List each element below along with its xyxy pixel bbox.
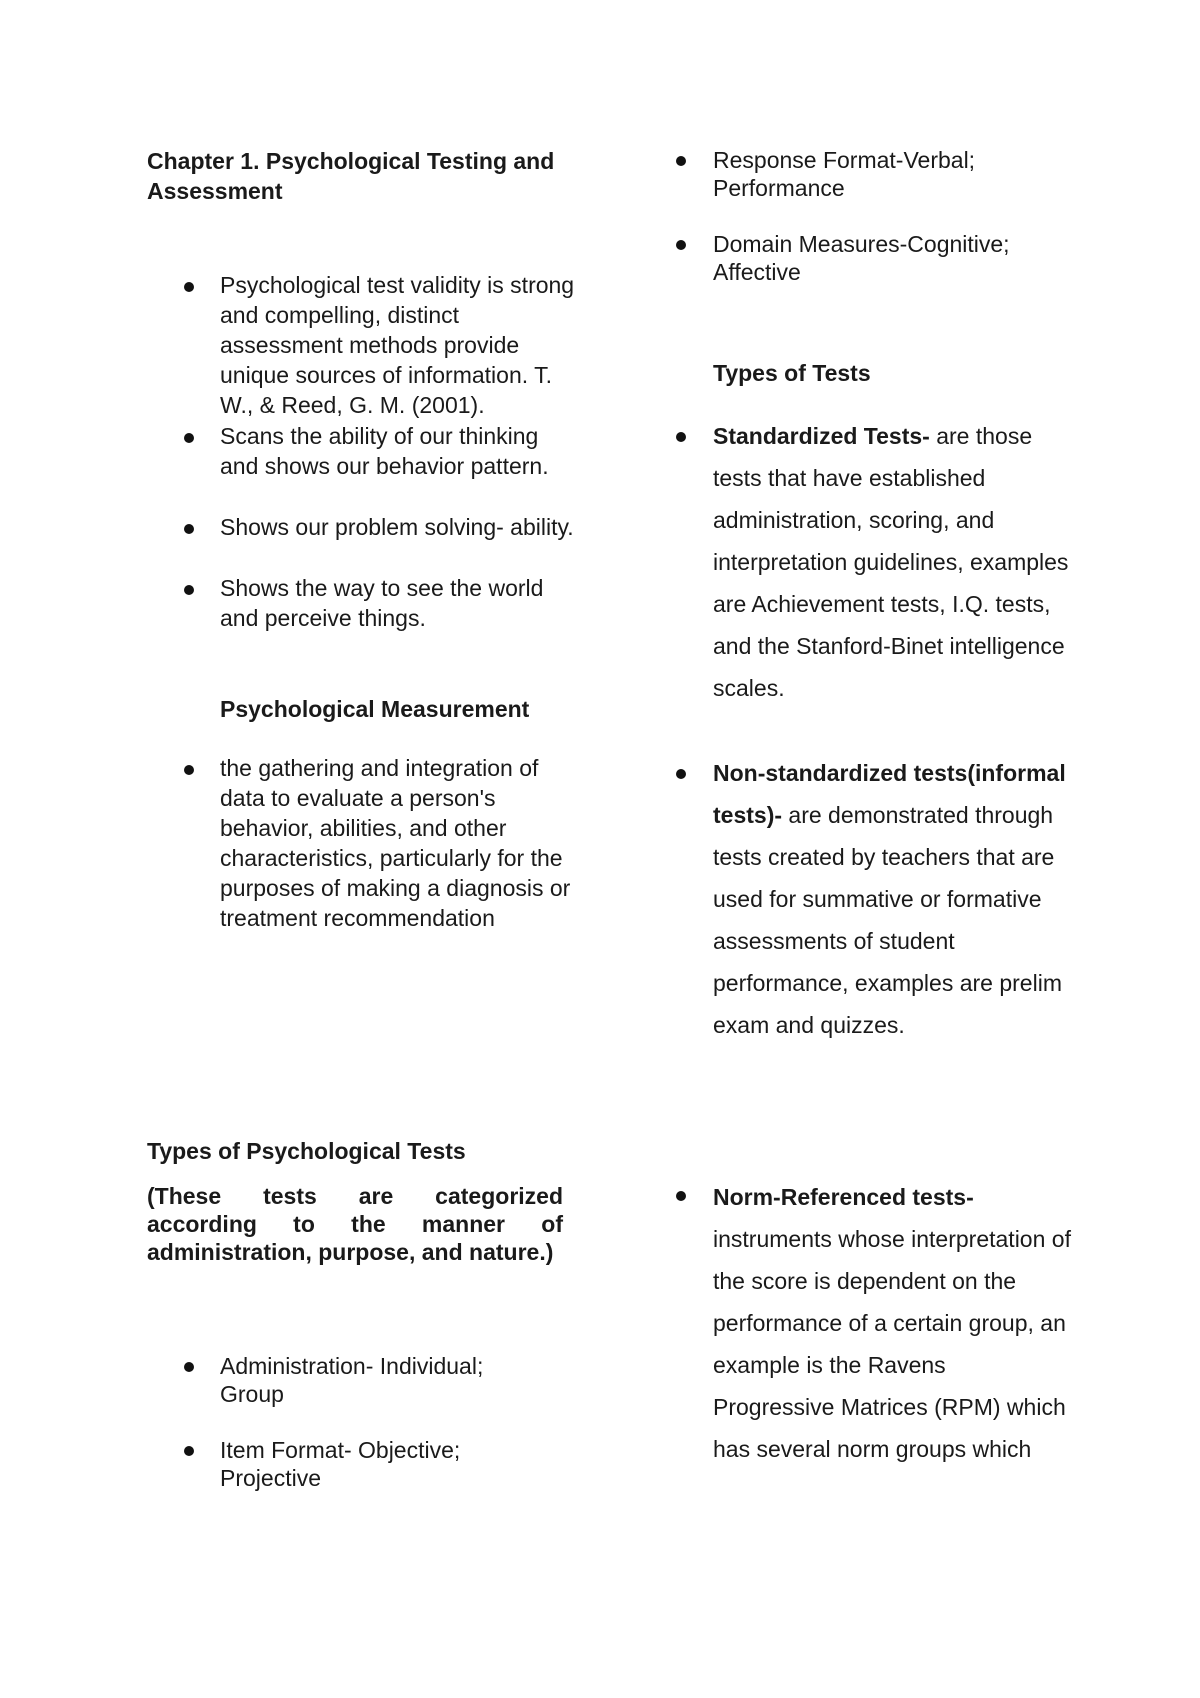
types-note: (These tests are categorized according to the manner of administration, purpose, and nature.) [147, 1183, 563, 1265]
measurement-bullet-list [147, 753, 577, 933]
bullet-icon [676, 1191, 686, 1201]
category-bullet-list-left [147, 1352, 577, 1492]
bullet-icon [184, 433, 194, 443]
bullet-icon [184, 1446, 194, 1456]
list-item [670, 752, 1100, 1046]
standardized-description: are those tests that have established administration, scoring, and interpretation guidelines, examples are Achievement tests, I.Q. tests, and the Stanford-Binet intelligence scales. [713, 423, 1069, 701]
list-item [670, 415, 1100, 752]
bullet-icon [184, 1362, 194, 1372]
norm-referenced-list [670, 1176, 1100, 1470]
bullet-icon [676, 769, 686, 779]
non-standardized-term: Non-standardized tests(informal tests)- [713, 760, 1066, 828]
types-of-tests-heading: Types of Tests [713, 360, 871, 386]
norm-referenced-description: instruments whose interpretation of the score is dependent on the performance of a certain group, an example is the Ravens Progressive Matrices (RPM) which has several norm groups which [713, 1226, 1071, 1462]
list-item: Administration- Individual; Group [147, 1352, 577, 1436]
bullet-icon [184, 282, 194, 292]
list-item: Shows our problem solving- ability. [147, 512, 577, 573]
intro-bullet-list [147, 270, 577, 633]
chapter-title: Chapter 1. Psychological Testing and Assessment [147, 148, 555, 204]
list-item [670, 1176, 1100, 1470]
list-item: Shows the way to see the world and perceive things. [147, 573, 577, 633]
non-standardized-description: are demonstrated through tests created by teachers that are used for summative or formative assessments of student performance, examples are prelim exam and quizzes. [713, 802, 1062, 1038]
list-item: Item Format- Objective; Projective [147, 1436, 577, 1492]
list-item: Psychological test validity is strong and compelling, distinct assessment methods provide unique sources of information. T. W., & Reed, G. M. (2001). [147, 270, 577, 421]
types-heading: Types of Psychological Tests [147, 1138, 466, 1164]
bullet-icon [676, 432, 686, 442]
types-of-tests-list [670, 415, 1100, 1046]
measurement-heading: Psychological Measurement [220, 696, 530, 722]
norm-referenced-term: Norm-Referenced tests- [713, 1184, 974, 1210]
bullet-icon [676, 156, 686, 166]
list-item: Domain Measures-Cognitive; Affective [670, 230, 1090, 286]
category-bullet-list-right [670, 146, 1090, 286]
list-item: the gathering and integration of data to evaluate a person's behavior, abilities, and other characteristics, particularly for the purposes of making a diagnosis or treatment recommendation [147, 753, 577, 933]
list-item: Scans the ability of our thinking and shows our behavior pattern. [147, 421, 577, 512]
bullet-icon [184, 585, 194, 595]
bullet-icon [184, 524, 194, 534]
bullet-icon [184, 765, 194, 775]
bullet-icon [676, 240, 686, 250]
list-item: Response Format-Verbal; Performance [670, 146, 1090, 230]
standardized-term: Standardized Tests- [713, 423, 930, 449]
